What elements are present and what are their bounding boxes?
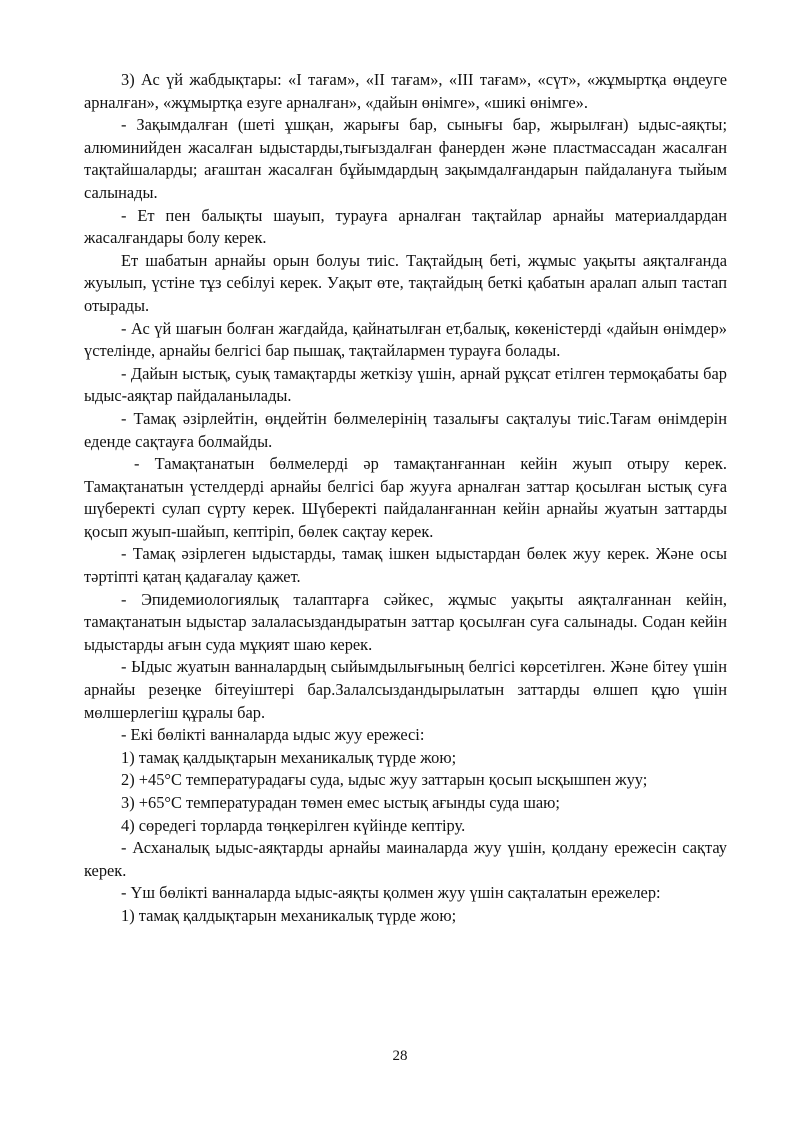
paragraph: - Ыдыс жуатын ванналардың сыйымдылығының белгісі көрсетілген. Және бітеу үшін арнайы резеңке бітеуіштері бар.Залалсыздандырылатын заттарды өлшеп құю үшін мөлшерлегіш құралы бар. — [84, 657, 727, 722]
paragraph: - Тамақ әзірлеген ыдыстарды, тамақ ішкен ыдыстардан бөлек жуу керек. Және осы тәртіпті қатаң қадағалау қажет. — [84, 544, 727, 587]
paragraph: Ет шабатын арнайы орын болуы тиіс. Тақтайдың беті, жұмыс уақыты аяқталғанда жуылып, үстіне тұз себілуі керек. Уақыт өте, тақтайдың беткі қабатын аралап алып тастап отырады. — [84, 250, 727, 315]
paragraph: - Эпидемиологиялық талаптарға сәйкес, жұмыс уақыты аяқталғаннан кейін, тамақтанатын ыдыстар залаласыздандыратын заттар қосылған суға салынады. Содан кейін ыдыстарды ағын суда мұқият шаю керек. — [84, 589, 727, 654]
paragraph: 3) Ас үй жабдықтары: «І тағам», «ІІ тағам», «ІІІ тағам», «сүт», «жұмыртқа өңдеуге арналған», «жұмыртқа езуге арналған», «дайын өнімге», «шикі өнімге». — [84, 70, 727, 112]
list-item: 1) тамақ қалдықтарын механикалық түрде жою; — [121, 905, 457, 925]
page-number: 28 — [392, 1048, 408, 1064]
paragraph: - Тамақтанатын бөлмелерді әр тамақтанғаннан кейін жуып отыру керек. Тамақтанатын үстелдерді арнайы белгісі бар жууға арналған заттар қосылған ыстық суға шүберекті сулап сүрту керек. Шүберекті пайдаланғаннан кейін арнайы жуатын заттарды қосып жуып-шайып, кептіріп, бөлек сақтау керек. — [84, 454, 727, 541]
paragraph: - Үш бөлікті ванналарда ыдыс-аяқты қолмен жуу үшін сақталатын ережелер: — [121, 883, 661, 903]
paragraph: - Дайын ыстық, суық тамақтарды жеткізу үшін, арнай рұқсат етілген термоқабаты бар ыдыс-аяқтар пайдаланылады. — [84, 363, 727, 406]
paragraph: - Асханалық ыдыс-аяқтарды арнайы маиналарда жуу үшін, қолдану ережесін сақтау керек. — [84, 838, 727, 880]
paragraph: - Зақымдалған (шеті ұшқан, жарығы бар, сынығы бар, жырылған) ыдыс-аяқты; алюминийден жасалған ыдыстарды,тығыздалған фанерден және пластмассадан жасалған тақтайшаларды; ағаштан жасалған бұйымдардың зақымдалғандарын пайдалануға тыйым салынады. — [84, 115, 727, 202]
paragraph: - Екі бөлікті ванналарда ыдыс жуу ережесі: — [121, 725, 425, 745]
list-item: 4) сөредегі торларда төңкерілген күйінде кептіру. — [121, 815, 466, 835]
paragraph: - Тамақ әзірлейтін, өңдейтін бөлмелерінің тазалығы сақталуы тиіс.Тағам өнімдерін еденде сақтауға болмайды. — [84, 408, 727, 451]
body-text — [84, 69, 727, 928]
paragraph: - Ас үй шағын болған жағдайда, қайнатылған ет,балық, көкеністерді «дайын өнімдер» үстелінде, арнайы белгісі бар пышақ, тақтайлармен турауға болады. — [84, 318, 727, 361]
list-item: 3) +65°С температурадан төмен емес ыстық ағынды суда шаю; — [121, 793, 560, 812]
list-item: 2) +45°С температурадағы суда, ыдыс жуу заттарын қосып ысқышпен жуу; — [121, 770, 648, 790]
paragraph: - Ет пен балықты шауып, турауға арналған тақтайлар арнайы материалдардан жасалғандары болу керек. — [84, 205, 727, 248]
list-item: 1) тамақ қалдықтарын механикалық түрде жою; — [121, 747, 457, 767]
